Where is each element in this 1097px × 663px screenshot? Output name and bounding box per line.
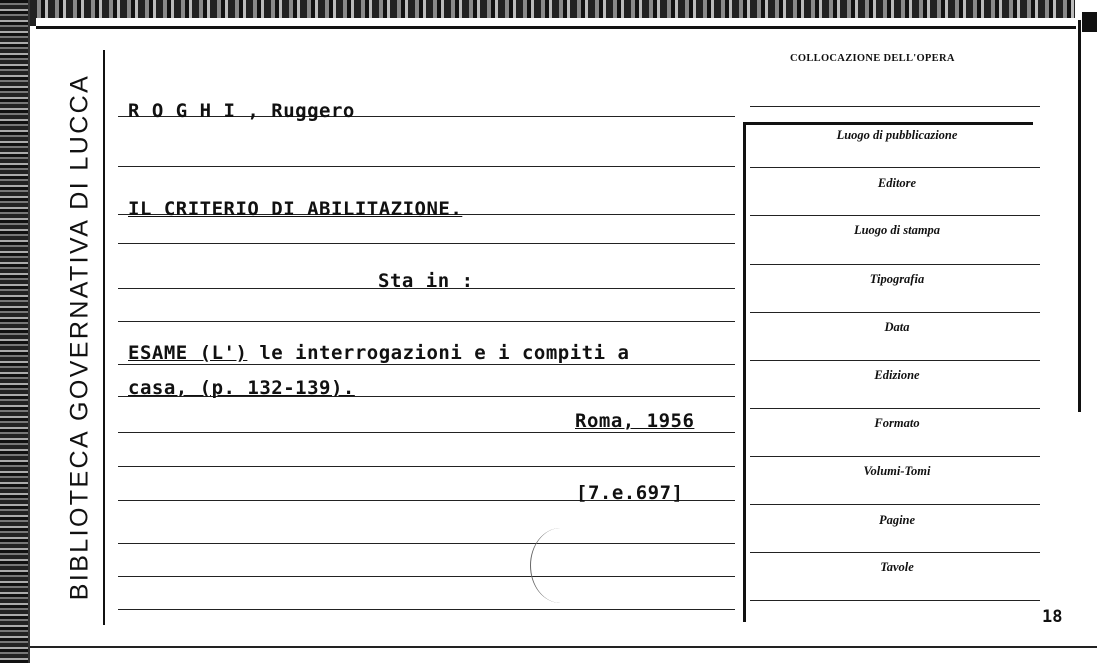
field-label: Formato: [874, 416, 920, 430]
ruled-line: [118, 432, 735, 433]
library-name: BIBLIOTECA GOVERNATIVA DI LUCCA: [65, 73, 94, 601]
page-number: 18: [1042, 607, 1063, 627]
ruled-line: [118, 576, 735, 577]
ink-mark: [530, 528, 591, 603]
field-label: Tavole: [880, 560, 914, 574]
source-journal: ESAME (L'): [128, 342, 248, 364]
card-top-border: [36, 26, 1076, 29]
right-ruled-line: [750, 600, 1040, 601]
field-label: Tipografia: [869, 272, 925, 286]
place-year: Roma, 1956: [575, 410, 695, 432]
scan-top-gap: [36, 18, 1076, 26]
field-label: Data: [884, 320, 910, 334]
right-ruled-line: [750, 408, 1040, 409]
margin-rule: [103, 50, 105, 625]
right-ruled-line: [750, 552, 1040, 553]
right-ruled-line: [750, 167, 1040, 168]
contained-in-label: Sta in :: [378, 270, 474, 292]
right-ruled-line: [750, 504, 1040, 505]
scan-right-mark: [1082, 12, 1097, 32]
field-label: Luogo di stampa: [853, 223, 941, 237]
ruled-line: [118, 466, 735, 467]
ruled-line: [118, 609, 735, 610]
author: R O G H I , Ruggero: [128, 100, 355, 122]
right-ruled-line: [750, 106, 1040, 107]
source-line-1: [128, 342, 629, 364]
card-right-border: [1078, 20, 1081, 412]
right-ruled-line: [750, 456, 1040, 457]
ruled-line: [118, 321, 735, 322]
ruled-line: [118, 543, 735, 544]
field-label: Luogo di pubblicazione: [836, 128, 958, 142]
right-ruled-line: [750, 312, 1040, 313]
card-bottom-border: [30, 646, 1097, 648]
source-subtitle: le interrogazioni e i compiti a: [247, 342, 630, 364]
title: IL CRITERIO DI ABILITAZIONE.: [128, 198, 463, 220]
ruled-line: [118, 243, 735, 244]
collocazione-header: COLLOCAZIONE DELL'OPERA: [790, 53, 955, 64]
right-box-top: [743, 122, 1033, 125]
right-ruled-line: [750, 264, 1040, 265]
ruled-line: [118, 166, 735, 167]
field-label: Editore: [877, 176, 917, 190]
right-ruled-line: [750, 215, 1040, 216]
field-label: Edizione: [874, 368, 920, 382]
ruled-line: [118, 364, 735, 365]
shelfmark: [7.e.697]: [576, 482, 684, 504]
card-left-border: [28, 0, 36, 663]
field-label: Pagine: [878, 513, 916, 527]
right-box-divider: [743, 122, 746, 622]
right-ruled-line: [750, 360, 1040, 361]
library-stamp: [58, 42, 102, 632]
field-label: Volumi-Tomi: [863, 464, 931, 478]
source-line-2: casa, (p. 132-139).: [128, 377, 355, 399]
